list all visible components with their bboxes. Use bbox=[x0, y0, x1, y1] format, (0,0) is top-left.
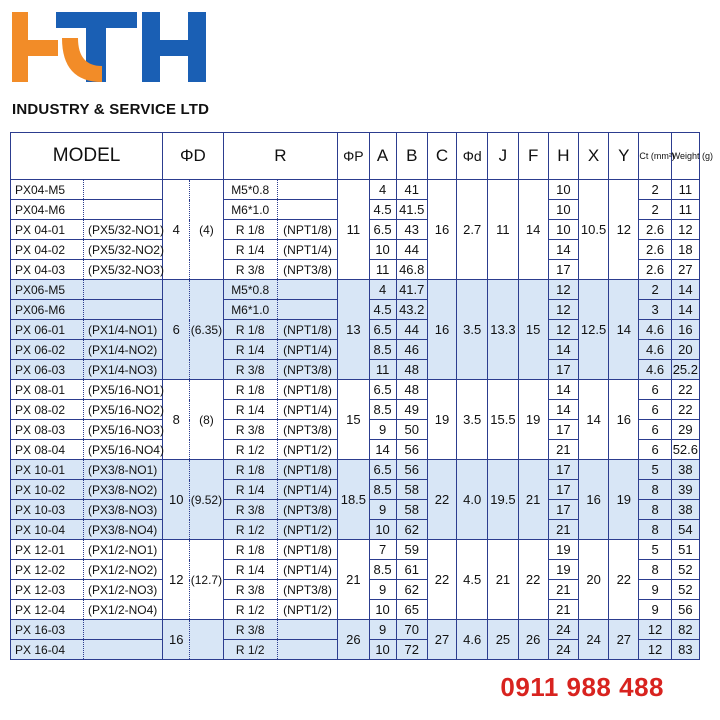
thread-npt: (NPT1/2) bbox=[277, 600, 337, 620]
company-name: INDUSTRY & SERVICE LTD bbox=[12, 101, 210, 118]
thread-npt: (NPT3/8) bbox=[277, 360, 337, 380]
thread-r: M5*0.8 bbox=[223, 280, 277, 300]
weight-value: 14 bbox=[671, 280, 699, 300]
weight-value: 52 bbox=[671, 580, 699, 600]
header-B: B bbox=[396, 133, 427, 180]
dim-Y: 16 bbox=[609, 380, 639, 460]
header-J: J bbox=[488, 133, 518, 180]
dim-X: 16 bbox=[578, 460, 608, 540]
header-C: C bbox=[427, 133, 456, 180]
model-alias: (PX1/2-NO4) bbox=[83, 600, 162, 620]
dim-phiP: 13 bbox=[338, 280, 369, 380]
model-code: PX 12-02 bbox=[11, 560, 84, 580]
ct-value: 2.6 bbox=[639, 220, 671, 240]
dim-H: 21 bbox=[548, 440, 578, 460]
dim-F: 22 bbox=[518, 540, 548, 620]
ct-value: 3 bbox=[639, 300, 671, 320]
model-code: PX 08-02 bbox=[11, 400, 84, 420]
thread-npt: (NPT1/4) bbox=[277, 240, 337, 260]
dim-B: 72 bbox=[396, 640, 427, 660]
header-phiP: ΦP bbox=[338, 133, 369, 180]
model-alias: (PX5/16-NO4) bbox=[83, 440, 162, 460]
dim-H: 21 bbox=[548, 600, 578, 620]
dim-J: 21 bbox=[488, 540, 518, 620]
thread-npt: (NPT1/4) bbox=[277, 480, 337, 500]
ct-value: 9 bbox=[639, 580, 671, 600]
model-code: PX 08-01 bbox=[11, 380, 84, 400]
model-alias: (PX1/4-NO1) bbox=[83, 320, 162, 340]
dim-H: 10 bbox=[548, 220, 578, 240]
table-row bbox=[11, 280, 700, 300]
ct-value: 2 bbox=[639, 280, 671, 300]
dim-A: 6.5 bbox=[369, 320, 396, 340]
thread-r: R 1/4 bbox=[223, 480, 277, 500]
header-phid: Φd bbox=[457, 133, 488, 180]
dim-J: 19.5 bbox=[488, 460, 518, 540]
thread-r: R 1/4 bbox=[223, 240, 277, 260]
dim-H: 10 bbox=[548, 180, 578, 200]
dim-B: 49 bbox=[396, 400, 427, 420]
model-code: PX 16-04 bbox=[11, 640, 84, 660]
thread-r: M5*0.8 bbox=[223, 180, 277, 200]
dim-H: 17 bbox=[548, 360, 578, 380]
thread-npt: (NPT3/8) bbox=[277, 580, 337, 600]
model-alias: (PX1/2-NO2) bbox=[83, 560, 162, 580]
spec-table bbox=[10, 132, 714, 660]
ct-value: 5 bbox=[639, 540, 671, 560]
dim-C: 16 bbox=[427, 180, 456, 280]
thread-npt: (NPT1/2) bbox=[277, 440, 337, 460]
dim-C: 22 bbox=[427, 460, 456, 540]
dim-B: 70 bbox=[396, 620, 427, 640]
dim-B: 43.2 bbox=[396, 300, 427, 320]
ct-value: 2.6 bbox=[639, 260, 671, 280]
dim-X: 20 bbox=[578, 540, 608, 620]
weight-value: 82 bbox=[671, 620, 699, 640]
weight-value: 16 bbox=[671, 320, 699, 340]
dim-F: 15 bbox=[518, 280, 548, 380]
thread-npt: (NPT1/4) bbox=[277, 340, 337, 360]
ct-value: 2 bbox=[639, 200, 671, 220]
tube-od-inch: (4) bbox=[190, 180, 223, 280]
model-alias: (PX1/4-NO3) bbox=[83, 360, 162, 380]
ct-value: 8 bbox=[639, 500, 671, 520]
thread-npt: (NPT1/8) bbox=[277, 320, 337, 340]
ct-value: 8 bbox=[639, 520, 671, 540]
thread-r: M6*1.0 bbox=[223, 300, 277, 320]
dim-A: 14 bbox=[369, 440, 396, 460]
thread-npt: (NPT1/8) bbox=[277, 540, 337, 560]
weight-value: 18 bbox=[671, 240, 699, 260]
model-alias: (PX5/32-NO2) bbox=[83, 240, 162, 260]
dim-H: 21 bbox=[548, 520, 578, 540]
dim-H: 24 bbox=[548, 620, 578, 640]
dim-B: 58 bbox=[396, 480, 427, 500]
model-alias bbox=[83, 640, 162, 660]
dim-C: 22 bbox=[427, 540, 456, 620]
ct-value: 8 bbox=[639, 480, 671, 500]
weight-value: 83 bbox=[671, 640, 699, 660]
dim-A: 9 bbox=[369, 420, 396, 440]
dim-A: 4 bbox=[369, 280, 396, 300]
tube-od-mm: 4 bbox=[163, 180, 190, 280]
table-row bbox=[11, 540, 700, 560]
dim-phid: 4.5 bbox=[457, 540, 488, 620]
ct-value: 6 bbox=[639, 420, 671, 440]
dim-phid: 4.0 bbox=[457, 460, 488, 540]
thread-npt bbox=[277, 200, 337, 220]
model-alias bbox=[83, 280, 162, 300]
dim-F: 26 bbox=[518, 620, 548, 660]
header-H: H bbox=[548, 133, 578, 180]
dim-A: 10 bbox=[369, 640, 396, 660]
thread-npt: (NPT3/8) bbox=[277, 420, 337, 440]
spec-table-body bbox=[11, 180, 700, 660]
tube-od-inch: (8) bbox=[190, 380, 223, 460]
dim-phiP: 26 bbox=[338, 620, 369, 660]
dim-A: 11 bbox=[369, 260, 396, 280]
model-alias bbox=[83, 620, 162, 640]
dim-A: 7 bbox=[369, 540, 396, 560]
model-code: PX 06-03 bbox=[11, 360, 84, 380]
dim-A: 8.5 bbox=[369, 480, 396, 500]
dim-C: 16 bbox=[427, 280, 456, 380]
dim-A: 6.5 bbox=[369, 380, 396, 400]
model-code: PX 12-01 bbox=[11, 540, 84, 560]
model-alias: (PX5/16-NO2) bbox=[83, 400, 162, 420]
header-row bbox=[11, 133, 700, 180]
dim-phid: 3.5 bbox=[457, 380, 488, 460]
dim-H: 17 bbox=[548, 420, 578, 440]
dim-Y: 14 bbox=[609, 280, 639, 380]
dim-F: 19 bbox=[518, 380, 548, 460]
model-alias: (PX5/32-NO1) bbox=[83, 220, 162, 240]
model-code: PX 04-02 bbox=[11, 240, 84, 260]
dim-A: 11 bbox=[369, 360, 396, 380]
thread-r: R 3/8 bbox=[223, 500, 277, 520]
dim-H: 14 bbox=[548, 340, 578, 360]
model-code: PX04-M6 bbox=[11, 200, 84, 220]
model-alias: (PX5/16-NO3) bbox=[83, 420, 162, 440]
thread-npt: (NPT3/8) bbox=[277, 500, 337, 520]
dim-A: 10 bbox=[369, 600, 396, 620]
model-code: PX 06-01 bbox=[11, 320, 84, 340]
weight-value: 22 bbox=[671, 400, 699, 420]
weight-value: 11 bbox=[671, 180, 699, 200]
weight-value: 52 bbox=[671, 560, 699, 580]
model-code: PX 08-04 bbox=[11, 440, 84, 460]
tube-od-mm: 8 bbox=[163, 380, 190, 460]
dim-B: 43 bbox=[396, 220, 427, 240]
table-row bbox=[11, 620, 700, 640]
dim-A: 9 bbox=[369, 620, 396, 640]
tube-od-mm: 10 bbox=[163, 460, 190, 540]
model-alias: (PX5/32-NO3) bbox=[83, 260, 162, 280]
thread-r: R 1/8 bbox=[223, 220, 277, 240]
dim-A: 8.5 bbox=[369, 400, 396, 420]
thread-r: R 3/8 bbox=[223, 580, 277, 600]
tube-od-mm: 6 bbox=[163, 280, 190, 380]
model-alias: (PX1/2-NO1) bbox=[83, 540, 162, 560]
dim-B: 61 bbox=[396, 560, 427, 580]
dim-C: 27 bbox=[427, 620, 456, 660]
thread-npt: (NPT1/8) bbox=[277, 460, 337, 480]
dim-H: 24 bbox=[548, 640, 578, 660]
dim-A: 10 bbox=[369, 240, 396, 260]
dim-Y: 12 bbox=[609, 180, 639, 280]
thread-npt bbox=[277, 640, 337, 660]
weight-value: 12 bbox=[671, 220, 699, 240]
thread-r: R 1/4 bbox=[223, 400, 277, 420]
ct-value: 12 bbox=[639, 620, 671, 640]
weight-value: 25.2 bbox=[671, 360, 699, 380]
model-code: PX06-M6 bbox=[11, 300, 84, 320]
dim-H: 14 bbox=[548, 240, 578, 260]
ct-value: 6 bbox=[639, 400, 671, 420]
dim-B: 41.5 bbox=[396, 200, 427, 220]
dim-X: 14 bbox=[578, 380, 608, 460]
tube-od-inch: (9.52) bbox=[190, 460, 223, 540]
model-alias bbox=[83, 200, 162, 220]
spec-table-wrapper bbox=[10, 132, 714, 660]
dim-B: 58 bbox=[396, 500, 427, 520]
model-alias: (PX1/4-NO2) bbox=[83, 340, 162, 360]
model-alias: (PX3/8-NO4) bbox=[83, 520, 162, 540]
dim-A: 10 bbox=[369, 520, 396, 540]
weight-value: 38 bbox=[671, 460, 699, 480]
thread-r: R 1/8 bbox=[223, 320, 277, 340]
model-code: PX 12-03 bbox=[11, 580, 84, 600]
weight-value: 22 bbox=[671, 380, 699, 400]
dim-phiP: 21 bbox=[338, 540, 369, 620]
dim-H: 17 bbox=[548, 500, 578, 520]
dim-C: 19 bbox=[427, 380, 456, 460]
header-Y: Y bbox=[609, 133, 639, 180]
weight-value: 39 bbox=[671, 480, 699, 500]
thread-r: R 3/8 bbox=[223, 620, 277, 640]
dim-H: 12 bbox=[548, 320, 578, 340]
dim-A: 4 bbox=[369, 180, 396, 200]
thread-npt: (NPT1/8) bbox=[277, 380, 337, 400]
model-alias: (PX3/8-NO3) bbox=[83, 500, 162, 520]
dim-phid: 4.6 bbox=[457, 620, 488, 660]
dim-X: 10.5 bbox=[578, 180, 608, 280]
dim-phiP: 15 bbox=[338, 380, 369, 460]
tube-od-inch bbox=[190, 620, 223, 660]
header-R: R bbox=[223, 133, 338, 180]
ct-value: 4.6 bbox=[639, 320, 671, 340]
phone-number: 0911 988 488 bbox=[500, 672, 664, 702]
header-X: X bbox=[578, 133, 608, 180]
weight-value: 38 bbox=[671, 500, 699, 520]
model-code: PX 04-01 bbox=[11, 220, 84, 240]
dim-X: 24 bbox=[578, 620, 608, 660]
thread-r: R 1/2 bbox=[223, 440, 277, 460]
dim-H: 12 bbox=[548, 280, 578, 300]
dim-B: 41 bbox=[396, 180, 427, 200]
dim-B: 62 bbox=[396, 580, 427, 600]
dim-J: 13.3 bbox=[488, 280, 518, 380]
weight-value: 54 bbox=[671, 520, 699, 540]
weight-value: 20 bbox=[671, 340, 699, 360]
thread-npt: (NPT1/4) bbox=[277, 560, 337, 580]
model-code: PX 10-03 bbox=[11, 500, 84, 520]
model-code: PX 10-02 bbox=[11, 480, 84, 500]
hth-logo bbox=[12, 8, 222, 90]
model-alias bbox=[83, 300, 162, 320]
dim-Y: 27 bbox=[609, 620, 639, 660]
dim-B: 44 bbox=[396, 320, 427, 340]
weight-value: 14 bbox=[671, 300, 699, 320]
thread-npt: (NPT1/4) bbox=[277, 400, 337, 420]
model-alias: (PX3/8-NO1) bbox=[83, 460, 162, 480]
dim-B: 41.7 bbox=[396, 280, 427, 300]
weight-value: 56 bbox=[671, 600, 699, 620]
dim-J: 25 bbox=[488, 620, 518, 660]
dim-A: 4.5 bbox=[369, 200, 396, 220]
table-row bbox=[11, 380, 700, 400]
dim-A: 9 bbox=[369, 580, 396, 600]
dim-H: 17 bbox=[548, 460, 578, 480]
thread-r: R 1/2 bbox=[223, 640, 277, 660]
thread-npt: (NPT1/8) bbox=[277, 220, 337, 240]
dim-Y: 22 bbox=[609, 540, 639, 620]
dim-phiP: 18.5 bbox=[338, 460, 369, 540]
dim-A: 9 bbox=[369, 500, 396, 520]
tube-od-inch: (12.7) bbox=[190, 540, 223, 620]
ct-value: 2 bbox=[639, 180, 671, 200]
thread-r: R 3/8 bbox=[223, 260, 277, 280]
model-code: PX 16-03 bbox=[11, 620, 84, 640]
thread-npt bbox=[277, 620, 337, 640]
model-code: PX 10-04 bbox=[11, 520, 84, 540]
dim-F: 14 bbox=[518, 180, 548, 280]
dim-B: 46.8 bbox=[396, 260, 427, 280]
dim-B: 50 bbox=[396, 420, 427, 440]
dim-B: 56 bbox=[396, 460, 427, 480]
dim-Y: 19 bbox=[609, 460, 639, 540]
weight-value: 11 bbox=[671, 200, 699, 220]
thread-r: R 3/8 bbox=[223, 360, 277, 380]
dim-A: 8.5 bbox=[369, 560, 396, 580]
weight-value: 52.6 bbox=[671, 440, 699, 460]
dim-B: 44 bbox=[396, 240, 427, 260]
table-row bbox=[11, 180, 700, 200]
weight-value: 29 bbox=[671, 420, 699, 440]
weight-value: 27 bbox=[671, 260, 699, 280]
dim-A: 6.5 bbox=[369, 460, 396, 480]
dim-J: 15.5 bbox=[488, 380, 518, 460]
thread-npt bbox=[277, 280, 337, 300]
dim-B: 48 bbox=[396, 360, 427, 380]
model-code: PX06-M5 bbox=[11, 280, 84, 300]
dim-H: 19 bbox=[548, 540, 578, 560]
dim-phiP: 11 bbox=[338, 180, 369, 280]
dim-H: 14 bbox=[548, 380, 578, 400]
thread-npt bbox=[277, 180, 337, 200]
dim-H: 12 bbox=[548, 300, 578, 320]
tube-od-mm: 16 bbox=[163, 620, 190, 660]
model-alias: (PX3/8-NO2) bbox=[83, 480, 162, 500]
ct-value: 6 bbox=[639, 380, 671, 400]
ct-value: 5 bbox=[639, 460, 671, 480]
thread-npt bbox=[277, 300, 337, 320]
dim-H: 14 bbox=[548, 400, 578, 420]
ct-value: 6 bbox=[639, 440, 671, 460]
dim-phid: 2.7 bbox=[457, 180, 488, 280]
weight-value: 51 bbox=[671, 540, 699, 560]
dim-H: 17 bbox=[548, 480, 578, 500]
dim-B: 65 bbox=[396, 600, 427, 620]
model-code: PX 04-03 bbox=[11, 260, 84, 280]
header-model: MODEL bbox=[11, 133, 163, 180]
header-phiD: ΦD bbox=[163, 133, 223, 180]
thread-r: R 1/2 bbox=[223, 600, 277, 620]
header-A: A bbox=[369, 133, 396, 180]
tube-od-inch: (6.35) bbox=[190, 280, 223, 380]
model-code: PX 10-01 bbox=[11, 460, 84, 480]
ct-value: 4.6 bbox=[639, 360, 671, 380]
dim-phid: 3.5 bbox=[457, 280, 488, 380]
thread-r: R 1/4 bbox=[223, 340, 277, 360]
dim-H: 17 bbox=[548, 260, 578, 280]
header-weight: Weight (g) bbox=[671, 133, 699, 180]
model-alias: (PX5/16-NO1) bbox=[83, 380, 162, 400]
ct-value: 8 bbox=[639, 560, 671, 580]
model-code: PX 06-02 bbox=[11, 340, 84, 360]
model-code: PX 08-03 bbox=[11, 420, 84, 440]
model-code: PX04-M5 bbox=[11, 180, 84, 200]
thread-r: R 3/8 bbox=[223, 420, 277, 440]
ct-value: 12 bbox=[639, 640, 671, 660]
ct-value: 9 bbox=[639, 600, 671, 620]
thread-r: R 1/8 bbox=[223, 380, 277, 400]
ct-value: 2.6 bbox=[639, 240, 671, 260]
dim-B: 62 bbox=[396, 520, 427, 540]
header-F: F bbox=[518, 133, 548, 180]
ct-value: 4.6 bbox=[639, 340, 671, 360]
thread-r: R 1/2 bbox=[223, 520, 277, 540]
dim-B: 56 bbox=[396, 440, 427, 460]
model-code: PX 12-04 bbox=[11, 600, 84, 620]
thread-r: R 1/4 bbox=[223, 560, 277, 580]
thread-r: M6*1.0 bbox=[223, 200, 277, 220]
dim-B: 59 bbox=[396, 540, 427, 560]
tube-od-mm: 12 bbox=[163, 540, 190, 620]
model-alias bbox=[83, 180, 162, 200]
thread-r: R 1/8 bbox=[223, 460, 277, 480]
thread-r: R 1/8 bbox=[223, 540, 277, 560]
dim-B: 48 bbox=[396, 380, 427, 400]
dim-A: 6.5 bbox=[369, 220, 396, 240]
dim-J: 11 bbox=[488, 180, 518, 280]
header-ct: Ct (mm²) bbox=[639, 133, 671, 180]
dim-F: 21 bbox=[518, 460, 548, 540]
dim-H: 10 bbox=[548, 200, 578, 220]
dim-A: 4.5 bbox=[369, 300, 396, 320]
thread-npt: (NPT3/8) bbox=[277, 260, 337, 280]
dim-H: 19 bbox=[548, 560, 578, 580]
table-row bbox=[11, 460, 700, 480]
model-alias: (PX1/2-NO3) bbox=[83, 580, 162, 600]
dim-X: 12.5 bbox=[578, 280, 608, 380]
dim-H: 21 bbox=[548, 580, 578, 600]
dim-B: 46 bbox=[396, 340, 427, 360]
thread-npt: (NPT1/2) bbox=[277, 520, 337, 540]
dim-A: 8.5 bbox=[369, 340, 396, 360]
